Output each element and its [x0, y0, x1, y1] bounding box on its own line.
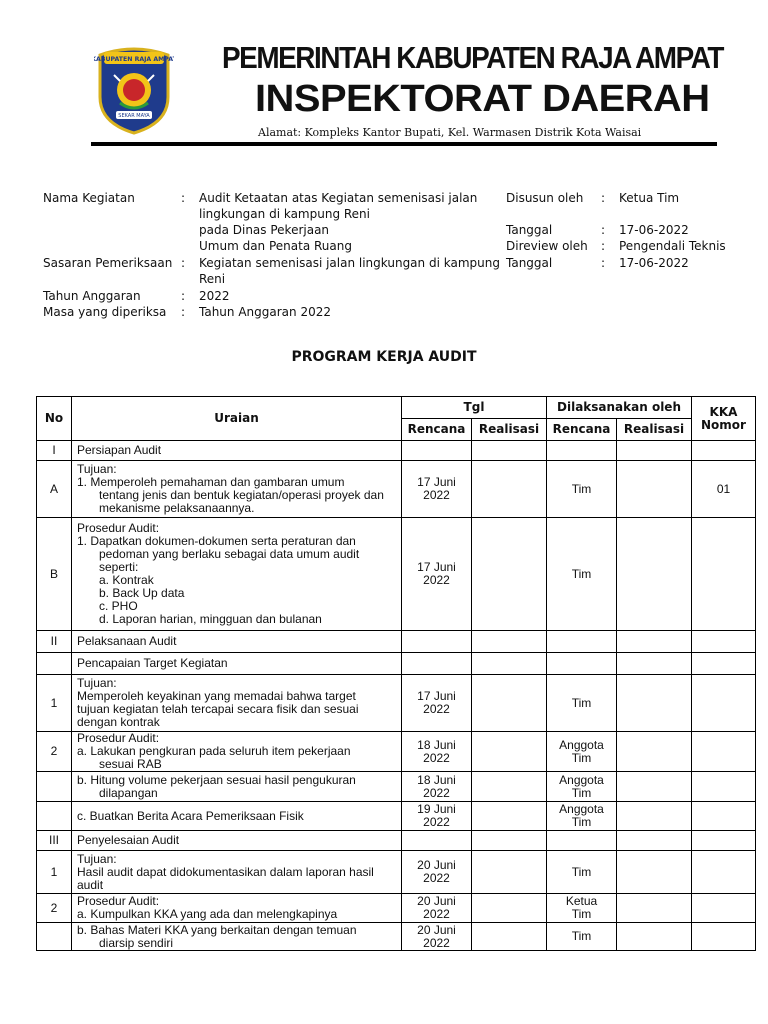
- colon: :: [181, 256, 186, 270]
- tgl-rencana-cell: [402, 631, 472, 653]
- tahun-anggaran-label: Tahun Anggaran: [43, 289, 141, 303]
- uraian-cell: Pencapaian Target Kegiatan: [72, 653, 402, 675]
- kka-nomor-cell: [692, 441, 756, 461]
- oleh-realisasi-cell: [617, 772, 692, 802]
- uraian-cell: Prosedur Audit: a. Lakukan pengkuran pada seluruh item pekerjaan sesuai RAB: [72, 732, 402, 772]
- sasaran-value: Kegiatan semenisasi jalan lingkungan di kampung Reni: [199, 256, 500, 286]
- oleh-rencana-cell: Tim: [547, 851, 617, 894]
- header-oleh-rencana: Rencana: [547, 419, 617, 441]
- table-row: [37, 802, 756, 831]
- masa-diperiksa-label: Masa yang diperiksa: [43, 305, 167, 319]
- tgl-realisasi-cell: [472, 653, 547, 675]
- oleh-realisasi-cell: [617, 831, 692, 851]
- row-number: 2: [37, 894, 72, 923]
- oleh-realisasi-cell: [617, 894, 692, 923]
- tgl-realisasi-cell: [472, 802, 547, 831]
- oleh-rencana-cell: Anggota Tim: [547, 732, 617, 772]
- header-dilaksanakan: Dilaksanakan oleh: [547, 397, 692, 419]
- audit-program-table: [36, 396, 756, 951]
- table-body: [37, 441, 756, 951]
- oleh-rencana-cell: Anggota Tim: [547, 802, 617, 831]
- oleh-realisasi-cell: [617, 461, 692, 518]
- address-line: Alamat: Kompleks Kantor Bupati, Kel. Warmasen Distrik Kota Waisai: [258, 126, 642, 139]
- oleh-realisasi-cell: [617, 923, 692, 951]
- kka-nomor-cell: [692, 631, 756, 653]
- uraian-cell: Tujuan: Memperoleh keyakinan yang memadai bahwa target tujuan kegiatan telah tercapai secara fisik dan sesuai dengan kontrak: [72, 675, 402, 732]
- nama-kegiatan-value: Audit Ketaatan atas Kegiatan semenisasi jalan lingkungan di kampung Reni pada Dinas Pekerjaan Umum dan Penata Ruang: [199, 191, 478, 253]
- table-row: [37, 675, 756, 732]
- table-row: [37, 441, 756, 461]
- colon: :: [601, 191, 606, 205]
- table-row: [37, 631, 756, 653]
- uraian-cell: Tujuan: Hasil audit dapat didokumentasikan dalam laporan hasil audit: [72, 851, 402, 894]
- disusun-value: Ketua Tim: [619, 191, 680, 205]
- tgl-realisasi-cell: [472, 518, 547, 631]
- oleh-realisasi-cell: [617, 653, 692, 675]
- oleh-realisasi-cell: [617, 631, 692, 653]
- oleh-rencana-cell: Tim: [547, 461, 617, 518]
- tgl-realisasi-cell: [472, 851, 547, 894]
- tgl-rencana-cell: [402, 653, 472, 675]
- tgl-rencana-cell: 17 Juni 2022: [402, 675, 472, 732]
- uraian-cell: b. Bahas Materi KKA yang berkaitan dengan temuan diarsip sendiri: [72, 923, 402, 951]
- colon: :: [601, 256, 606, 270]
- kka-nomor-cell: 01: [692, 461, 756, 518]
- row-number: I: [37, 441, 72, 461]
- tgl-rencana-cell: 18 Juni 2022: [402, 772, 472, 802]
- oleh-rencana-cell: Tim: [547, 518, 617, 631]
- tgl-realisasi-cell: [472, 772, 547, 802]
- tgl-realisasi-cell: [472, 461, 547, 518]
- table-row: [37, 772, 756, 802]
- svg-text:SEKAR MAYA: SEKAR MAYA: [118, 113, 150, 119]
- table-row: [37, 732, 756, 772]
- oleh-realisasi-cell: [617, 802, 692, 831]
- colon: :: [181, 289, 186, 303]
- row-number: [37, 923, 72, 951]
- row-number: A: [37, 461, 72, 518]
- row-number: II: [37, 631, 72, 653]
- oleh-rencana-cell: Tim: [547, 923, 617, 951]
- header-tgl-rencana: Rencana: [402, 419, 472, 441]
- uraian-cell: c. Buatkan Berita Acara Pemeriksaan Fisik: [72, 802, 402, 831]
- row-number: [37, 772, 72, 802]
- table-row: [37, 461, 756, 518]
- table-row: [37, 653, 756, 675]
- header-tgl-realisasi: Realisasi: [472, 419, 547, 441]
- uraian-cell: Tujuan: 1. Memperoleh pemahaman dan gambaran umum tentang jenis dan bentuk kegiatan/operasi proyek dan mekanisme pelaksanaannya.: [72, 461, 402, 518]
- header-tgl: Tgl: [402, 397, 547, 419]
- uraian-cell: Persiapan Audit: [72, 441, 402, 461]
- tgl-rencana-cell: 18 Juni 2022: [402, 732, 472, 772]
- tgl-realisasi-cell: [472, 732, 547, 772]
- kabupaten-emblem-logo: [94, 45, 174, 135]
- tgl-rencana-cell: 20 Juni 2022: [402, 923, 472, 951]
- uraian-cell: Pelaksanaan Audit: [72, 631, 402, 653]
- oleh-rencana-cell: [547, 831, 617, 851]
- uraian-cell: Prosedur Audit: a. Kumpulkan KKA yang ada dan melengkapinya: [72, 894, 402, 923]
- tgl-realisasi-cell: [472, 923, 547, 951]
- oleh-realisasi-cell: [617, 851, 692, 894]
- row-number: [37, 653, 72, 675]
- table-row: [37, 831, 756, 851]
- kka-nomor-cell: [692, 675, 756, 732]
- oleh-rencana-cell: Tim: [547, 675, 617, 732]
- header-no: No: [37, 397, 72, 441]
- oleh-rencana-cell: Ketua Tim: [547, 894, 617, 923]
- tgl-realisasi-cell: [472, 831, 547, 851]
- masa-diperiksa-value: Tahun Anggaran 2022: [199, 305, 331, 319]
- kka-nomor-cell: [692, 851, 756, 894]
- inspektorat-heading: INSPEKTORAT DAERAH: [255, 78, 710, 120]
- tgl-realisasi-cell: [472, 631, 547, 653]
- kka-nomor-cell: [692, 772, 756, 802]
- table-row: [37, 851, 756, 894]
- row-number: 1: [37, 851, 72, 894]
- table-row: [37, 518, 756, 631]
- kka-nomor-cell: [692, 732, 756, 772]
- header-oleh-realisasi: Realisasi: [617, 419, 692, 441]
- government-name-heading: PEMERINTAH KABUPATEN RAJA AMPAT: [222, 40, 723, 75]
- tgl-rencana-cell: 17 Juni 2022: [402, 518, 472, 631]
- tgl-realisasi-cell: [472, 441, 547, 461]
- header-divider: [91, 142, 717, 146]
- tgl-rencana-cell: 20 Juni 2022: [402, 894, 472, 923]
- oleh-rencana-cell: Anggota Tim: [547, 772, 617, 802]
- kka-nomor-cell: [692, 831, 756, 851]
- table-row: [37, 923, 756, 951]
- sasaran-label: Sasaran Pemeriksaan: [43, 256, 173, 270]
- colon: :: [601, 223, 606, 237]
- tanggal-value: 17-06-2022: [619, 223, 689, 237]
- table-row: [37, 894, 756, 923]
- oleh-realisasi-cell: [617, 675, 692, 732]
- tgl-rencana-cell: [402, 441, 472, 461]
- program-title: PROGRAM KERJA AUDIT: [291, 349, 477, 365]
- uraian-cell: b. Hitung volume pekerjaan sesuai hasil pengukuran dilapangan: [72, 772, 402, 802]
- uraian-cell: Penyelesaian Audit: [72, 831, 402, 851]
- oleh-rencana-cell: [547, 441, 617, 461]
- colon: :: [601, 239, 606, 253]
- oleh-realisasi-cell: [617, 732, 692, 772]
- direview-value: Pengendali Teknis: [619, 239, 726, 253]
- tgl-rencana-cell: 19 Juni 2022: [402, 802, 472, 831]
- row-number: [37, 802, 72, 831]
- oleh-rencana-cell: [547, 653, 617, 675]
- row-number: 1: [37, 675, 72, 732]
- tahun-anggaran-value: 2022: [199, 289, 230, 303]
- tgl-realisasi-cell: [472, 675, 547, 732]
- disusun-label: Disusun oleh: [506, 191, 584, 205]
- direview-label: Direview oleh: [506, 239, 588, 253]
- row-number: B: [37, 518, 72, 631]
- kka-nomor-cell: [692, 894, 756, 923]
- tanggal-value: 17-06-2022: [619, 256, 689, 270]
- colon: :: [181, 305, 186, 319]
- kka-nomor-cell: [692, 653, 756, 675]
- svg-text:KABUPATEN RAJA AMPAT: KABUPATEN RAJA AMPAT: [94, 56, 174, 63]
- header-kka: KKA Nomor: [692, 397, 756, 441]
- kka-nomor-cell: [692, 518, 756, 631]
- colon: :: [181, 191, 186, 205]
- tgl-rencana-cell: 17 Juni 2022: [402, 461, 472, 518]
- oleh-rencana-cell: [547, 631, 617, 653]
- oleh-realisasi-cell: [617, 518, 692, 631]
- kka-nomor-cell: [692, 802, 756, 831]
- tgl-rencana-cell: [402, 831, 472, 851]
- row-number: III: [37, 831, 72, 851]
- tgl-realisasi-cell: [472, 894, 547, 923]
- tgl-rencana-cell: 20 Juni 2022: [402, 851, 472, 894]
- tanggal-label: Tanggal: [506, 256, 553, 270]
- row-number: 2: [37, 732, 72, 772]
- uraian-cell: Prosedur Audit: 1. Dapatkan dokumen-dokumen serta peraturan dan pedoman yang berlaku sebagai data umum audit seperti: a. Kontrak b. Back Up data c. PHO d. Laporan harian, mingguan dan bulanan: [72, 518, 402, 631]
- kka-nomor-cell: [692, 923, 756, 951]
- header-uraian: Uraian: [72, 397, 402, 441]
- tanggal-label: Tanggal: [506, 223, 553, 237]
- oleh-realisasi-cell: [617, 441, 692, 461]
- nama-kegiatan-label: Nama Kegiatan: [43, 191, 135, 205]
